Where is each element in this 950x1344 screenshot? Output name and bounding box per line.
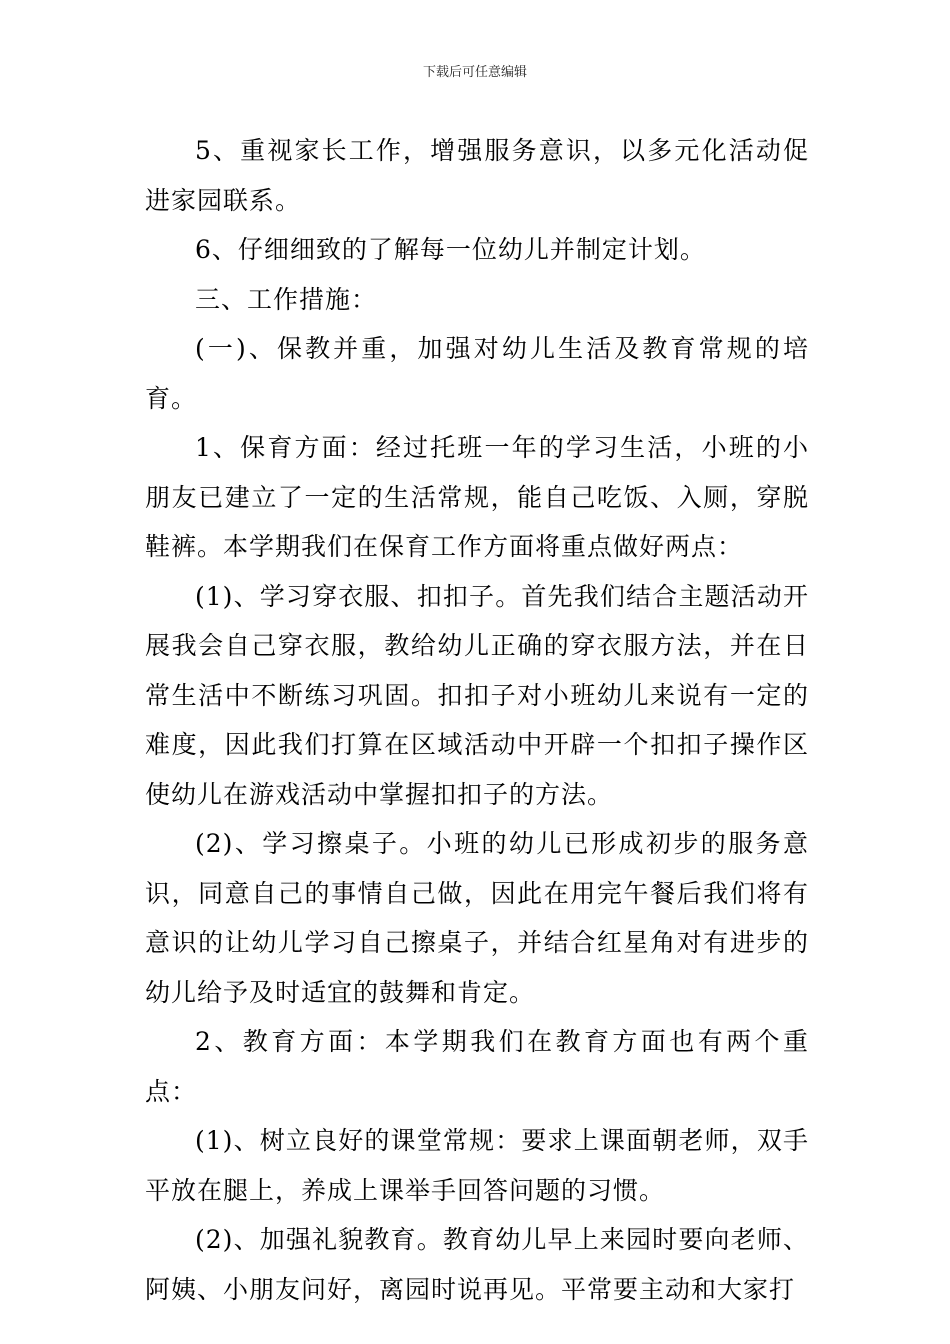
subsection-heading-1: (一)、保教并重，加强对幼儿生活及教育常规的培育。 (145, 334, 809, 413)
document-body (145, 126, 809, 1314)
paragraph-care-point-2: (2)、学习擦桌子。小班的幼儿已形成初步的服务意识，同意自己的事情自己做，因此在用完午餐后我们将有意识的让幼儿学习自己擦桌子，并结合红星角对有进步的幼儿给予及时适宜的鼓舞和肯定。 (145, 829, 809, 1007)
paragraph-care-aspect: 1、保育方面：经过托班一年的学习生活，小班的小朋友已建立了一定的生活常规，能自己吃饭、入厕，穿脱鞋裤。本学期我们在保育工作方面将重点做好两点： (145, 433, 809, 561)
paragraph-education-aspect: 2、教育方面：本学期我们在教育方面也有两个重点： (145, 1027, 809, 1106)
paragraph-item-5: 5、重视家长工作，增强服务意识，以多元化活动促进家园联系。 (145, 136, 809, 215)
paragraph-education-point-2: (2)、加强礼貌教育。教育幼儿早上来园时要向老师、阿姨、小朋友问好，离园时说再见。平常要主动和大家打 (145, 1225, 809, 1304)
paragraph-education-point-1: (1)、树立良好的课堂常规：要求上课面朝老师，双手平放在腿上，养成上课举手回答问题的习惯。 (145, 1126, 809, 1205)
page-header: 下载后可任意编辑 (422, 65, 527, 80)
paragraph-care-point-1: (1)、学习穿衣服、扣扣子。首先我们结合主题活动开展我会自己穿衣服，教给幼儿正确的穿衣服方法，并在日常生活中不断练习巩固。扣扣子对小班幼儿来说有一定的难度，因此我们打算在区域活动中开辟一个扣扣子操作区使幼儿在游戏活动中掌握扣扣子的方法。 (145, 581, 809, 809)
section-heading-measures: 三、工作措施： (195, 284, 378, 314)
paragraph-item-6: 6、仔细细致的了解每一位幼儿并制定计划。 (195, 235, 706, 264)
